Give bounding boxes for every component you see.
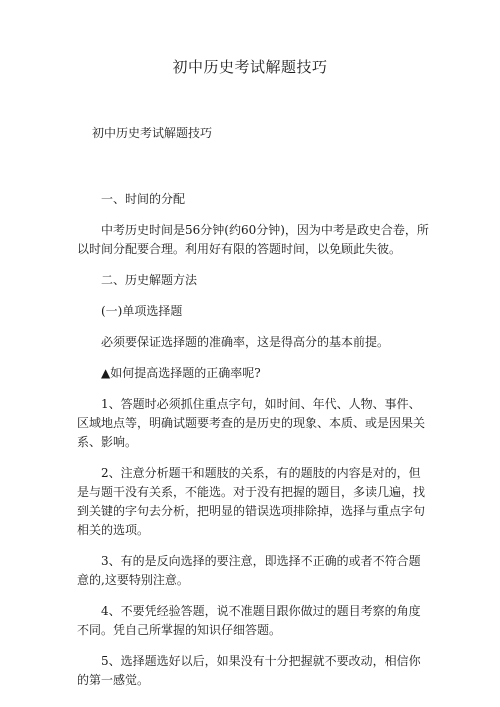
paragraph-question-heading: ▲如何提高选择题的正确率呢?	[101, 366, 261, 380]
paragraph-tip-5: 5、选择题选好以后，如果没有十分把握就不要改动，相信你的第一感觉。	[77, 654, 421, 687]
paragraph-tip-3: 3、有的是反向选择的要注意，即选择不正确的或者不符合题意的,这要特别注意。	[77, 554, 421, 587]
document-body	[77, 190, 432, 702]
paragraph-time-allocation: 中考历史时间是56分钟(约60分钟)，因为中考是政史合卷，所以时间分配要合理。利用好有限的答题时间，以免顾此失彼。	[77, 223, 429, 256]
paragraph-tip-2: 2、注意分析题干和题肢的关系，有的题肢的内容是对的，但是与题干没有关系，不能选。对于没有把握的题目，多读几遍，找到关键的字句去分析，把明显的错误选项排除掉，选择与重点字句相关的选项。	[77, 466, 426, 537]
paragraph-accuracy-note: 必须要保证选择题的准确率，这是得高分的基本前提。	[101, 335, 390, 349]
paragraph-subsection-heading: (一)单项选择题	[101, 304, 183, 318]
paragraph-section-1-heading: 一、时间的分配	[101, 192, 186, 206]
paragraph-section-2-heading: 二、历史解题方法	[101, 273, 198, 287]
paragraph-tip-1: 1、答题时必须抓住重点字句，如时间、年代、人物、事件、区域地点等，明确试题要考查的是历史的现象、本质、或是因果关系、影响。	[77, 397, 426, 449]
paragraph-tip-4: 4、不要凭经验答题，说不准题目跟你做过的题目考察的角度不同。凭自己所掌握的知识仔细答题。	[77, 604, 421, 637]
document-title: 初中历史考试解题技巧	[172, 58, 328, 76]
document-subtitle: 初中历史考试解题技巧	[92, 126, 213, 140]
